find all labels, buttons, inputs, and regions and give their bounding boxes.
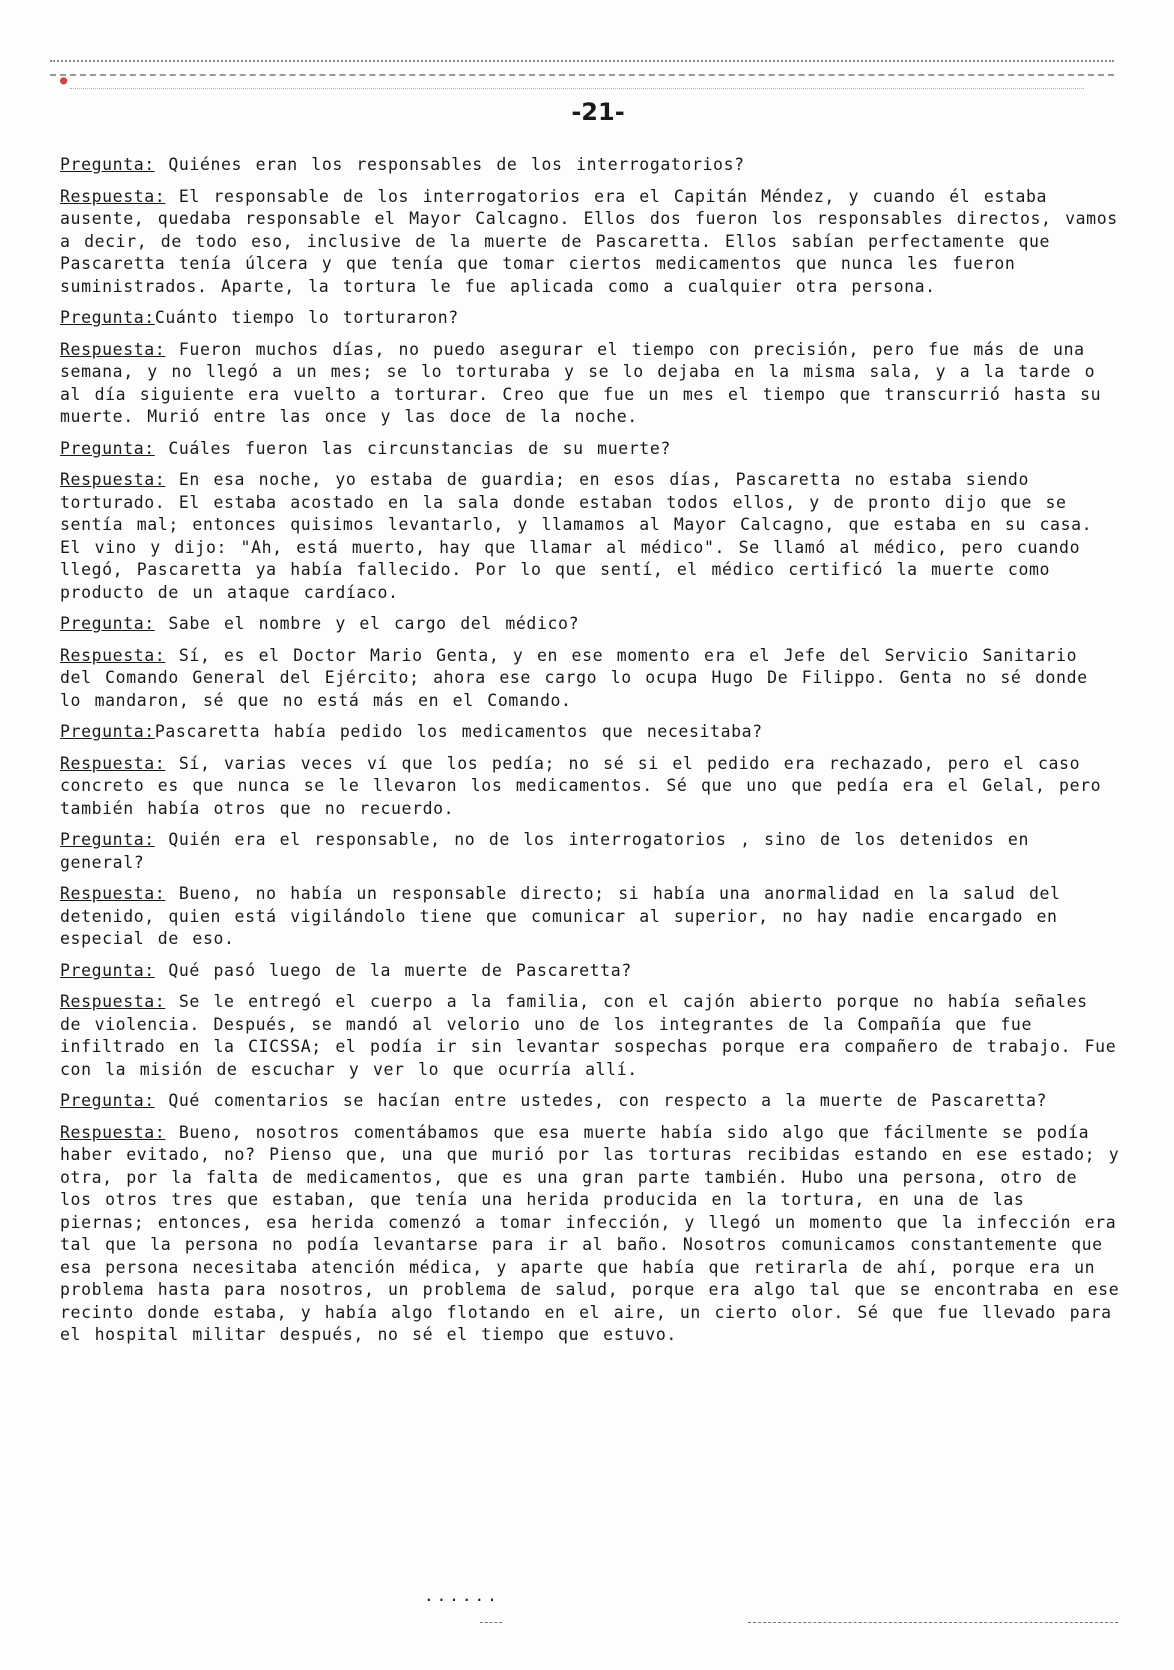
question-paragraph bbox=[60, 721, 1120, 744]
scan-artifact-line bbox=[748, 1622, 1118, 1623]
scan-artifact-line bbox=[480, 1622, 502, 1623]
paragraph-text: Quién era el responsable, no de los interrogatorios , sino de los detenidos en general? bbox=[60, 830, 1043, 872]
question-label: Pregunta: bbox=[60, 614, 155, 633]
paragraph-text: Qué pasó luego de la muerte de Pascaretta? bbox=[154, 960, 632, 980]
question-label: Pregunta: bbox=[60, 722, 155, 741]
answer-label: Respuesta: bbox=[60, 992, 166, 1011]
question-label: Pregunta: bbox=[60, 308, 155, 327]
answer-label: Respuesta: bbox=[60, 186, 166, 206]
scan-artifact-line bbox=[50, 60, 1114, 62]
paragraph-text: Sí, varias veces ví que los pedía; no sé si el pedido era rechazado, pero el caso concreto es que nunca se le llevaron los medicamentos. Sé que uno que pedía era el Gelal, pero también había otros que no recuerdo. bbox=[60, 753, 1115, 818]
paragraph-text: Bueno, nosotros comentábamos que esa muerte había sido algo que fácilmente se podía haber evitado, no? Pienso que, una que murió por las torturas recibidas estando en ese estado; y otra, por la falta de medicamentos, que es una gran parte también. Hubo una persona, otro de los otros tres que estaban, que tenía una herida producida en la tortura, en una de las piernas; entonces, esa herida comenzó a tomar infección, y llegó un momento que la infección era tal que la persona no podía levantarse para ir al baño. Nosotros comunicamos constantemente que esa persona necesitaba atención médica, y aparte que había que retirarla de ahí, porque era un problema hasta para nosotros, un problema de salud, porque era algo tal que se encontraba en ese recinto donde estaba, y había algo flotando en el aire, un cierto olor. Sé que fue llevado para el hospital militar después, no sé el tiempo que estuvo. bbox=[60, 1122, 1133, 1344]
interview-transcript bbox=[60, 154, 1133, 1356]
question-paragraph bbox=[60, 960, 1120, 983]
question-paragraph bbox=[60, 438, 1120, 461]
answer-label: Respuesta: bbox=[60, 753, 166, 773]
answer-paragraph bbox=[60, 469, 1120, 604]
paragraph-text: Qué comentarios se hacían entre ustedes, con respecto a la muerte de Pascaretta? bbox=[154, 1091, 1048, 1110]
paragraph-text: Bueno, no había un responsable directo; si había una anormalidad en la salud del detenido, quien está vigilándolo tiene que comunicar al superior, no hay nadie encargado en especial de eso. bbox=[60, 884, 1075, 948]
answer-paragraph bbox=[60, 186, 1132, 299]
answer-label: Respuesta: bbox=[60, 884, 166, 903]
question-paragraph bbox=[60, 1090, 1120, 1113]
question-paragraph bbox=[60, 613, 1120, 636]
question-label: Pregunta: bbox=[60, 1091, 155, 1110]
paragraph-text: Cuánto tiempo lo torturaron? bbox=[154, 308, 459, 327]
paragraph-text: Pascaretta había pedido los medicamentos que necesitaba? bbox=[154, 722, 763, 741]
paragraph-text: Sabe el nombre y el cargo del médico? bbox=[154, 614, 580, 633]
question-label: Pregunta: bbox=[60, 960, 155, 980]
trailing-dots: ...... bbox=[424, 1586, 500, 1605]
question-label: Pregunta: bbox=[60, 155, 155, 174]
answer-paragraph bbox=[60, 883, 1120, 951]
paragraph-text: Sí, es el Doctor Mario Genta, y en ese momento era el Jefe del Servicio Sanitario del Comando General del Ejército; ahora ese cargo lo ocupa Hugo De Filippo. Genta no sé donde lo mandaron, sé que no está más en el Comando. bbox=[60, 645, 1102, 710]
page-number: -21- bbox=[571, 98, 625, 126]
paragraph-text: El responsable de los interrogatorios era el Capitán Méndez, y cuando él estaba ausente, quedaba responsable el Mayor Calcagno. Ellos dos fueron los responsables directos, vamos a decir, de todo eso, inclusive de la muerte de Pascaretta. Ellos sabían perfectamente que Pascaretta tenía úlcera y que tenía que tomar ciertos medicamentos que nunca les fueron suministrados. Aparte, la tortura le fue aplicada como a cualquier otra persona. bbox=[60, 186, 1132, 296]
answer-paragraph bbox=[60, 753, 1120, 821]
paragraph-text: Quiénes eran los responsables de los interrogatorios? bbox=[154, 155, 745, 174]
answer-label: Respuesta: bbox=[60, 1122, 166, 1142]
answer-label: Respuesta: bbox=[60, 645, 166, 665]
bullet-mark-icon: ● bbox=[60, 73, 68, 87]
answer-label: Respuesta: bbox=[60, 470, 166, 489]
paragraph-text: Se le entregó el cuerpo a la familia, con el cajón abierto porque no había señales de violencia. Después, se mandó al velorio uno de los integrantes de la Compañía que fue infiltrado en la CICSSA; el podía ir sin levantar sospechas porque era compañero de trabajo. Fue con la misión de escuchar y ver lo que ocurría allí. bbox=[60, 992, 1130, 1079]
question-paragraph bbox=[60, 307, 1120, 330]
paragraph-text: En esa noche, yo estaba de guardia; en esos días, Pascaretta no estaba siendo torturado. El estaba acostado en la sala donde estaban todos ellos, y de pronto dijo que se sentía mal; entonces quisimos levantarlo, y llamamos al Mayor Calcagno, que estaba en su casa. El vino y dijo: "Ah, está muerto, hay que llamar al médico". Se llamó al médico, pero cuando llegó, Pascaretta ya había fallecido. Por lo que sentí, el médico certificó la muerte como producto de un ataque cardíaco. bbox=[60, 470, 1106, 602]
question-label: Pregunta: bbox=[60, 438, 155, 458]
answer-paragraph bbox=[60, 339, 1120, 429]
scan-artifact-line bbox=[50, 74, 1114, 76]
answer-paragraph bbox=[60, 1122, 1133, 1347]
question-label: Pregunta: bbox=[60, 830, 155, 849]
answer-label: Respuesta: bbox=[60, 339, 166, 359]
paragraph-text: Cuáles fueron las circunstancias de su muerte? bbox=[154, 438, 671, 458]
question-paragraph bbox=[60, 154, 1120, 177]
scan-artifact-line bbox=[70, 88, 1084, 89]
answer-paragraph bbox=[60, 645, 1120, 713]
question-paragraph bbox=[60, 829, 1120, 874]
paragraph-text: Fueron muchos días, no puedo asegurar el tiempo con precisión, pero fue más de una semana, y no llegó a un mes; se lo torturaba y se lo dejaba en la misma sala, y a la tarde o al día siguiente era vuelto a torturar. Creo que fue un mes el tiempo que transcurrió hasta su muerte. Murió entre las once y las doce de la noche. bbox=[60, 339, 1115, 426]
answer-paragraph bbox=[60, 991, 1130, 1081]
